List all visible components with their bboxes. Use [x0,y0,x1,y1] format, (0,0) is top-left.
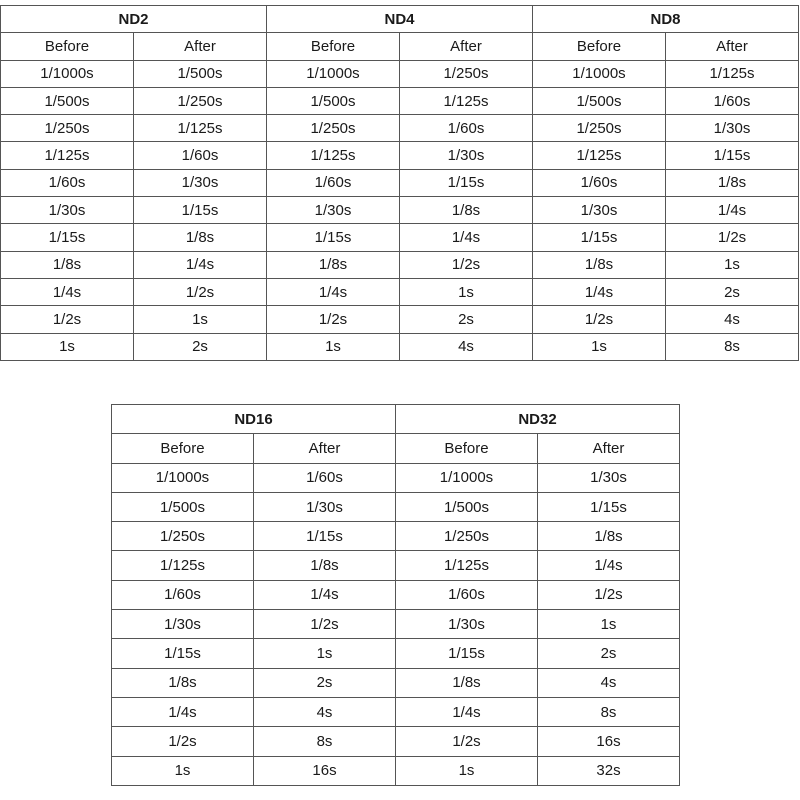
column-header-after: After [538,434,680,463]
shutter-before-cell: 1/60s [112,580,254,609]
shutter-before-cell: 1/60s [267,169,400,196]
shutter-after-cell: 16s [254,756,396,785]
shutter-after-cell: 1s [538,610,680,639]
shutter-before-cell: 1/125s [267,142,400,169]
table-row [1,224,799,251]
shutter-before-cell: 1/125s [396,551,538,580]
shutter-before-cell: 1/8s [533,251,666,278]
shutter-before-cell: 1/4s [1,278,134,305]
shutter-after-cell: 1/125s [666,60,799,87]
column-header-before: Before [267,33,400,60]
shutter-after-cell: 1/30s [134,169,267,196]
shutter-before-cell: 1/4s [112,697,254,726]
shutter-after-cell: 1s [134,306,267,333]
shutter-before-cell: 1s [533,333,666,360]
shutter-before-cell: 1/1000s [112,463,254,492]
shutter-before-cell: 1/1000s [267,60,400,87]
shutter-before-cell: 1/60s [533,169,666,196]
table-row [112,463,680,492]
table-row [112,610,680,639]
shutter-after-cell: 1/8s [666,169,799,196]
shutter-before-cell: 1/2s [267,306,400,333]
table-row [1,60,799,87]
column-header-before: Before [112,434,254,463]
column-header-row [1,33,799,60]
shutter-after-cell: 1/4s [134,251,267,278]
table-row [112,668,680,697]
shutter-before-cell: 1s [1,333,134,360]
shutter-before-cell: 1/60s [396,580,538,609]
shutter-after-cell: 1/15s [538,492,680,521]
table-row [1,169,799,196]
shutter-after-cell: 1s [254,639,396,668]
filter-header-row [1,6,799,33]
shutter-before-cell: 1/8s [396,668,538,697]
shutter-after-cell: 8s [254,727,396,756]
shutter-before-cell: 1/250s [533,115,666,142]
shutter-after-cell: 1/60s [254,463,396,492]
nd-table-bottom-body [112,463,680,785]
filter-name-nd2: ND2 [1,6,267,33]
table-row [112,492,680,521]
shutter-after-cell: 1/60s [666,87,799,114]
table-row [1,142,799,169]
shutter-after-cell: 1/30s [666,115,799,142]
shutter-before-cell: 1/250s [112,522,254,551]
shutter-before-cell: 1/500s [1,87,134,114]
shutter-before-cell: 1/8s [112,668,254,697]
shutter-before-cell: 1/4s [396,697,538,726]
shutter-after-cell: 1/30s [538,463,680,492]
shutter-after-cell: 4s [254,697,396,726]
shutter-before-cell: 1/2s [396,727,538,756]
shutter-after-cell: 2s [666,278,799,305]
shutter-before-cell: 1s [112,756,254,785]
shutter-after-cell: 1/4s [538,551,680,580]
shutter-after-cell: 1/2s [666,224,799,251]
shutter-after-cell: 1/15s [400,169,533,196]
column-header-before: Before [396,434,538,463]
table-row [112,756,680,785]
column-header-before: Before [533,33,666,60]
shutter-before-cell: 1/500s [533,87,666,114]
shutter-after-cell: 1/250s [134,87,267,114]
filter-name-nd16: ND16 [112,405,396,434]
shutter-before-cell: 1/2s [1,306,134,333]
shutter-before-cell: 1/250s [267,115,400,142]
filter-name-nd32: ND32 [396,405,680,434]
table-row [1,306,799,333]
shutter-after-cell: 1/2s [538,580,680,609]
table-row [1,278,799,305]
shutter-after-cell: 1/15s [134,197,267,224]
shutter-before-cell: 1/1000s [1,60,134,87]
shutter-after-cell: 2s [134,333,267,360]
shutter-after-cell: 1/500s [134,60,267,87]
shutter-before-cell: 1/4s [533,278,666,305]
shutter-before-cell: 1/15s [533,224,666,251]
table-row [112,551,680,580]
shutter-after-cell: 2s [254,668,396,697]
column-header-before: Before [1,33,134,60]
shutter-after-cell: 4s [666,306,799,333]
shutter-before-cell: 1/15s [396,639,538,668]
shutter-after-cell: 4s [538,668,680,697]
shutter-before-cell: 1/125s [1,142,134,169]
table-row [112,639,680,668]
table-row [112,580,680,609]
nd-table-top-body [1,60,799,360]
shutter-before-cell: 1/30s [533,197,666,224]
shutter-after-cell: 1/4s [666,197,799,224]
shutter-before-cell: 1s [267,333,400,360]
shutter-after-cell: 4s [400,333,533,360]
shutter-after-cell: 2s [400,306,533,333]
table-row [112,727,680,756]
shutter-before-cell: 1s [396,756,538,785]
nd-table-top [0,5,799,361]
shutter-before-cell: 1/1000s [533,60,666,87]
table-row [1,333,799,360]
shutter-after-cell: 1/4s [400,224,533,251]
shutter-before-cell: 1/30s [1,197,134,224]
shutter-after-cell: 1/8s [254,551,396,580]
filter-name-nd4: ND4 [267,6,533,33]
shutter-after-cell: 1/8s [538,522,680,551]
shutter-before-cell: 1/15s [112,639,254,668]
shutter-before-cell: 1/2s [533,306,666,333]
shutter-after-cell: 1/60s [400,115,533,142]
shutter-after-cell: 1/2s [400,251,533,278]
shutter-after-cell: 2s [538,639,680,668]
column-header-after: After [400,33,533,60]
table-row [112,697,680,726]
shutter-after-cell: 1/2s [254,610,396,639]
shutter-after-cell: 1/125s [400,87,533,114]
shutter-after-cell: 1/250s [400,60,533,87]
shutter-after-cell: 8s [538,697,680,726]
shutter-before-cell: 1/8s [267,251,400,278]
shutter-after-cell: 1/30s [400,142,533,169]
table-row [1,87,799,114]
shutter-after-cell: 1/2s [134,278,267,305]
shutter-before-cell: 1/60s [1,169,134,196]
shutter-before-cell: 1/30s [396,610,538,639]
shutter-after-cell: 1/8s [134,224,267,251]
shutter-before-cell: 1/125s [112,551,254,580]
column-header-row [112,434,680,463]
shutter-before-cell: 1/250s [396,522,538,551]
shutter-after-cell: 8s [666,333,799,360]
shutter-after-cell: 1/30s [254,492,396,521]
table-row [1,115,799,142]
shutter-before-cell: 1/15s [267,224,400,251]
shutter-before-cell: 1/8s [1,251,134,278]
shutter-before-cell: 1/500s [267,87,400,114]
shutter-before-cell: 1/125s [533,142,666,169]
table-row [112,522,680,551]
shutter-before-cell: 1/1000s [396,463,538,492]
filter-header-row [112,405,680,434]
shutter-after-cell: 32s [538,756,680,785]
nd-table-bottom [111,404,680,786]
shutter-before-cell: 1/500s [112,492,254,521]
shutter-after-cell: 1s [666,251,799,278]
table-row [1,197,799,224]
shutter-after-cell: 1/15s [254,522,396,551]
shutter-after-cell: 1/60s [134,142,267,169]
column-header-after: After [254,434,396,463]
column-header-after: After [666,33,799,60]
shutter-after-cell: 16s [538,727,680,756]
column-header-after: After [134,33,267,60]
shutter-after-cell: 1/125s [134,115,267,142]
shutter-before-cell: 1/500s [396,492,538,521]
shutter-before-cell: 1/30s [112,610,254,639]
shutter-before-cell: 1/30s [267,197,400,224]
shutter-after-cell: 1/8s [400,197,533,224]
shutter-before-cell: 1/2s [112,727,254,756]
shutter-after-cell: 1/15s [666,142,799,169]
table-row [1,251,799,278]
shutter-before-cell: 1/4s [267,278,400,305]
shutter-after-cell: 1/4s [254,580,396,609]
shutter-after-cell: 1s [400,278,533,305]
shutter-before-cell: 1/15s [1,224,134,251]
shutter-before-cell: 1/250s [1,115,134,142]
filter-name-nd8: ND8 [533,6,799,33]
